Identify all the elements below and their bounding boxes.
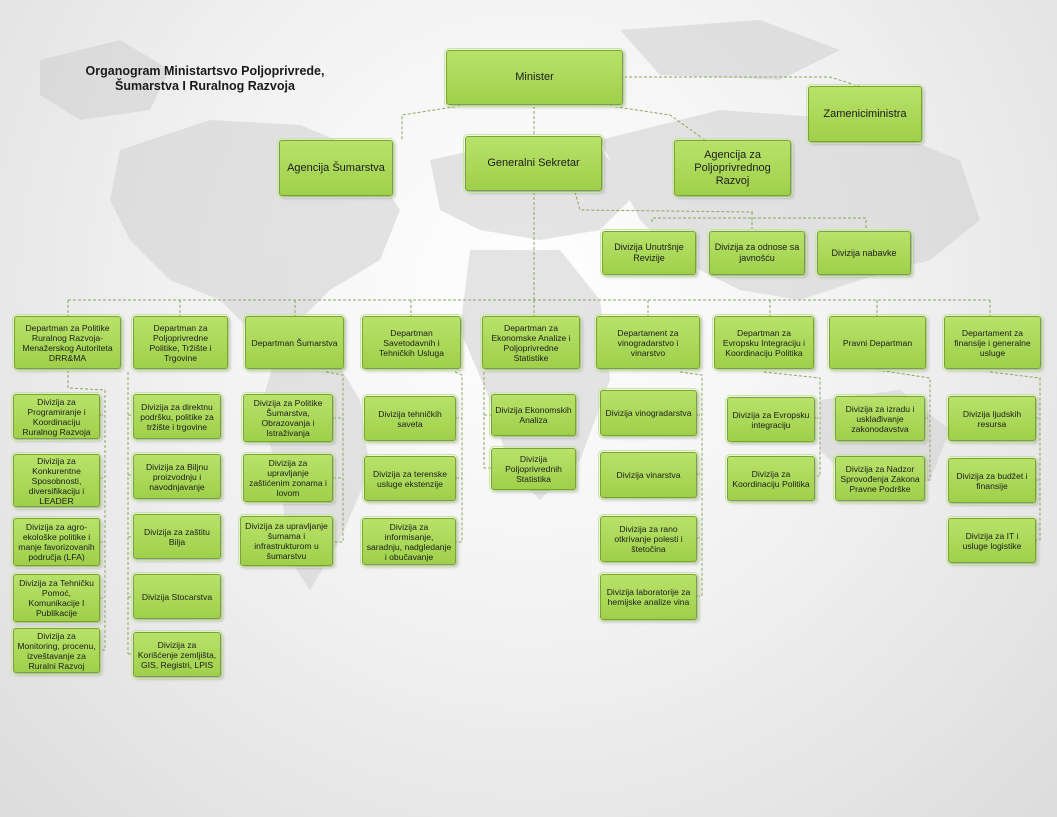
department-box[interactable] [133,316,228,369]
division-box[interactable] [13,394,100,439]
division-label: Divizija vinarstva [616,470,681,480]
division-box[interactable] [727,397,815,442]
division-box[interactable] [600,516,697,562]
division-label: Divizija za Konkurentne Sposobnosti, diversifikaciju i LEADER [28,455,85,506]
department-label: Departman za Politike Ruralnog Razvoja- Menažerskog Autoriteta DRR&MA [22,322,113,363]
division-label: Divizija tehničkih saveta [378,408,442,429]
division-label: Divizija laboratorije za hemijske analize vina [606,587,691,607]
division-box[interactable] [948,458,1036,503]
secretariat-division-box[interactable] [817,231,911,275]
division-label: Divizija za Evropsku integraciju [732,409,810,430]
division-box[interactable] [13,454,100,507]
division-box[interactable] [362,518,456,565]
division-box[interactable] [600,390,697,436]
division-label: Divizija za Nadzor Sprovođenja Zakona Pravne Podrške [840,463,920,494]
division-label: Divizija Poljoprivrednih Statistika [505,454,562,484]
division-box[interactable] [133,454,221,499]
division-label: Divizija vinogradarstva [605,408,692,418]
minister-box[interactable] [446,50,623,105]
division-label: Divizija za Korišćenje zemljišta, GIS, Registri, LPIS [137,639,217,670]
department-box[interactable] [596,316,700,369]
department-label: Departman Savetodavnih i Tehničkih Usluga [379,327,444,358]
department-label: Departament za vinogradarstvo i vinarstvo [617,327,679,358]
chart-title-line1: Organogram Ministartsvo Poljoprivrede, [85,64,325,78]
agri-dev-agency-box[interactable] [674,140,791,196]
chart-title [60,64,350,94]
division-box[interactable] [600,452,697,498]
division-label: Divizija za informisanje, saradnju, nadgledanje i obučavanje [366,521,452,562]
department-box[interactable] [362,316,461,369]
division-label: Divizija za Biljnu proizvodnju i navodnjavanje [145,461,209,492]
division-box[interactable] [948,518,1036,563]
department-label: Departman Šumarstva [251,337,338,348]
division-label: Divizija ljudskih resursa [962,408,1022,429]
division-box[interactable] [835,396,925,441]
division-box[interactable] [13,628,100,673]
division-label: Divizija za agro-ekološke politike i manje favorizovanih područja (LFA) [18,522,95,562]
forestry-agency-box[interactable] [279,140,393,196]
division-box[interactable] [133,632,221,677]
department-box[interactable] [714,316,814,369]
division-box[interactable] [727,456,815,501]
secretariat-division-box[interactable] [709,231,805,275]
division-box[interactable] [491,394,576,436]
division-label: Divizija za izradu i usklađivanje zakonodavstva [845,403,915,434]
division-label: Divizija za Koordinaciju Politika [732,468,810,489]
division-box[interactable] [13,574,100,622]
division-box[interactable] [364,396,456,441]
division-box[interactable] [13,518,100,566]
division-label: Divizija za terenske usluge ekstenzije [372,468,448,489]
deputy-minister-label: Zameniciministra [823,107,907,120]
department-label: Departman za Ekonomske Analize i Poljoprivredne Statistike [491,322,571,363]
department-box[interactable] [482,316,580,369]
secretariat-division-label: Divizija nabavke [831,247,897,258]
department-box[interactable] [14,316,121,369]
division-label: Divizija za upravljanje zaštićenim zonama i lovom [249,458,327,498]
division-box[interactable] [600,574,697,620]
division-box[interactable] [491,448,576,490]
division-box[interactable] [364,456,456,501]
department-label: Pravni Departman [842,337,913,348]
division-label: Divizija Ekonomskih Analiza [495,405,572,425]
minister-label: Minister [515,71,554,83]
secretary-general-box[interactable] [465,136,602,191]
division-box[interactable] [948,396,1036,441]
division-label: Divizija za Programiranje i Koordinaciju Ruralnog Razvoja [22,396,91,437]
secretariat-division-label: Divizija Unutršnje Revizije [614,242,684,263]
department-label: Departman za Poljoprivredne Politike, Tržište i Trgovine [149,322,212,363]
division-label: Divizija Stocarstva [141,591,213,602]
department-label: Departman za Evropsku Integraciju i Koordinaciju Politika [722,327,806,358]
department-box[interactable] [829,316,926,369]
secretariat-division-box[interactable] [602,231,696,275]
division-label: Divizija za Monitoring, procenu, izveštavanje za Ruralni Razvoj [17,630,96,671]
agri-dev-agency-label: Agencija za Poljoprivrednog Razvoj [694,148,771,187]
division-box[interactable] [240,516,333,566]
department-label: Departament za finansije i generalne usluge [954,327,1031,358]
division-label: Divizija za Politike Šumarstva, Obrazovanja i Istraživanja [253,398,323,438]
division-label: Divizija za rano otkrivanje polesti i štetočina [614,524,683,554]
division-label: Divizija za zaštitu Bilja [144,526,210,547]
department-box[interactable] [245,316,344,369]
division-label: Divizija za IT i usluge logistike [962,530,1022,551]
secretary-general-label: Generalni Sekretar [487,157,580,169]
division-box[interactable] [133,394,221,439]
division-box[interactable] [133,514,221,559]
division-box[interactable] [133,574,221,619]
division-label: Divizija za direktnu podršku, politike za tržište i trgovine [140,401,214,432]
secretariat-division-label: Divizija za odnose sa javnošću [714,242,800,263]
forestry-agency-label: Agencija Šumarstva [287,161,385,174]
division-box[interactable] [243,394,333,442]
division-label: Divizija za Tehničku Pomoć, Komunikacije I Publikacije [19,578,94,618]
division-box[interactable] [243,454,333,502]
division-box[interactable] [835,456,925,501]
chart-title-line2: Šumarstva I Ruralnog Razvoja [115,79,295,93]
division-label: Divizija za upravljanje šumama i infrastrukturom u šumarstvu [245,521,328,561]
department-box[interactable] [944,316,1041,369]
deputy-minister-box[interactable] [808,86,922,142]
division-label: Divizija za budžet i finansije [956,470,1028,491]
